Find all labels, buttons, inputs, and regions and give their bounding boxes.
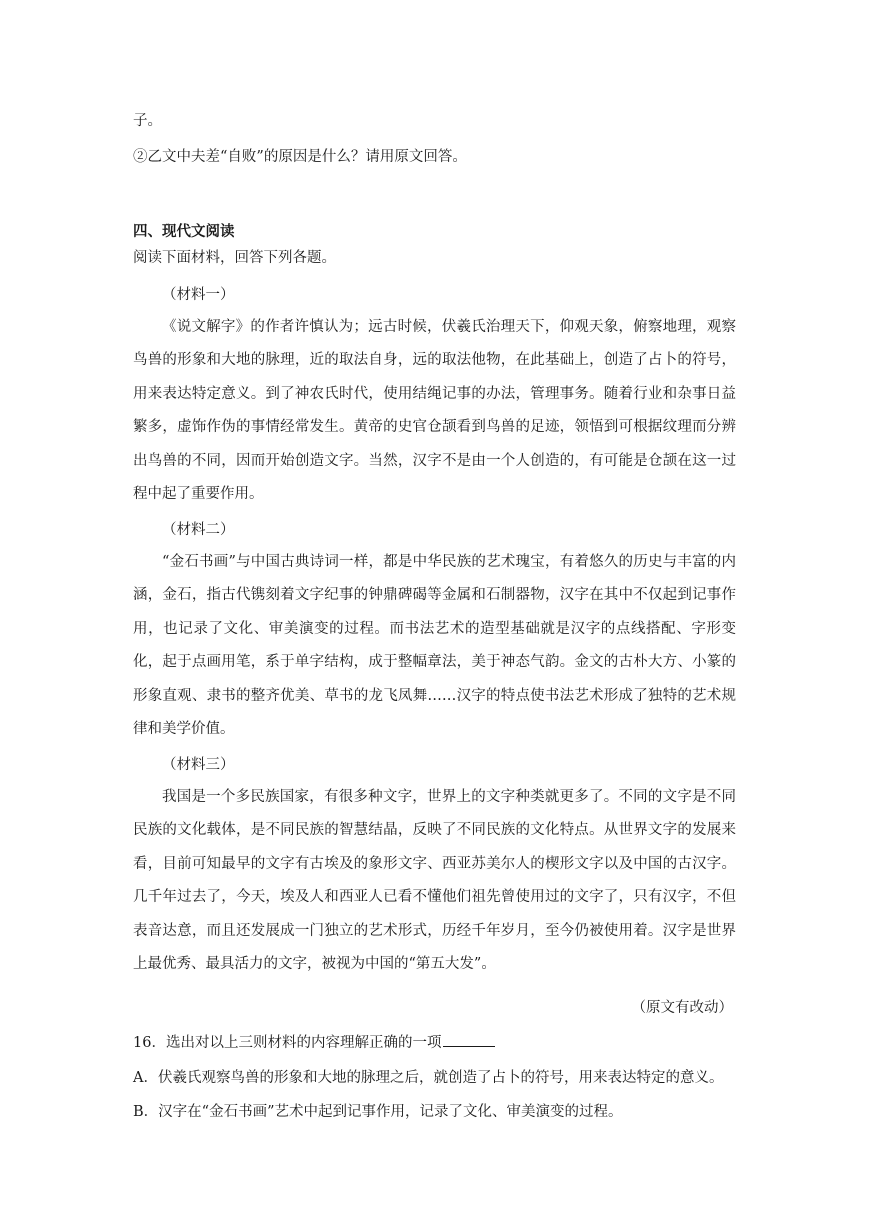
option-b: B．汉字在“金石书画”艺术中起到记事作用，记录了文化、审美演变的过程。 — [133, 1104, 623, 1120]
previous-line-tail: 子。 — [133, 113, 162, 129]
answer-blank[interactable] — [443, 1032, 495, 1047]
option-a: A．伏羲氏观察鸟兽的形象和大地的脉理之后，就创造了占卜的符号，用来表达特定的意义。 — [133, 1070, 724, 1086]
source-note: （原文有改动） — [631, 1000, 733, 1016]
material-2-text: “金石书画”与中国古典诗词一样，都是中华民族的艺术瑰宝，有着悠久的历史与丰富的内涵，金石，指古代镌刻着文字纪事的钟鼎碑碣等金属和石制器物，汉字在其中不仅起到记事作用，也记录了文化、审美演变的过程。而书法艺术的造型基础就是汉字的点线搭配、字形变化，起于点画用笔，系于单字结构，成于整幅章法，美于神态气韵。金文的古朴大方、小篆的形象直观、隶书的整齐优美、草书的龙飞凤舞……汉字的特点使书法艺术形成了独特的艺术规律和美学价值。 — [133, 554, 736, 738]
section-heading: 四、现代文阅读 — [133, 224, 235, 240]
material-3-text: 我国是一个多民族国家，有很多种文字，世界上的文字种类就更多了。不同的文字是不同民族的文化载体，是不同民族的智慧结晶，反映了不同民族的文化特点。从世界文字的发展来看，目前可知最早的文字有古埃及的象形文字、西亚苏美尔人的楔形文字以及中国的古汉字。几千年过去了，今天，埃及人和西亚人已看不懂他们祖先曾使用过的文字了，只有汉字，不但表音达意，而且还发展成一门独立的艺术形式，历经千年岁月，至今仍被使用着。汉字是世界上最优秀、最具活力的文字，被视为中国的“第五大发”。 — [133, 789, 736, 973]
material-1-label: （材料一） — [162, 287, 235, 303]
question-2: ②乙文中夫差“自败”的原因是什么？请用原文回答。 — [133, 149, 467, 165]
material-3-label: （材料三） — [162, 757, 235, 773]
material-1-text: 《说文解字》的作者许慎认为；远古时候，伏羲氏治理天下，仰观天象，俯察地理，观察鸟兽的形象和大地的脉理，近的取法自身，远的取法他物，在此基础上，创造了占卜的符号，用来表达特定意义。到了神农氏时代，使用结绳记事的办法，管理事务。随着行业和杂事日益繁多，虚饰作伪的事情经常发生。黄帝的史官仓颉看到鸟兽的足迹，领悟到可根据纹理而分辨出鸟兽的不同，因而开始创造文字。当然，汉字不是由一个人创造的，有可能是仓颉在这一过程中起了重要作用。 — [133, 319, 736, 503]
material-2-label: （材料二） — [162, 522, 235, 538]
question-16 — [133, 1032, 495, 1053]
question-16-stem: 16．选出对以上三则材料的内容理解正确的一项 — [133, 1035, 442, 1051]
reading-instruction: 阅读下面材料，回答下列各题。 — [133, 250, 336, 266]
